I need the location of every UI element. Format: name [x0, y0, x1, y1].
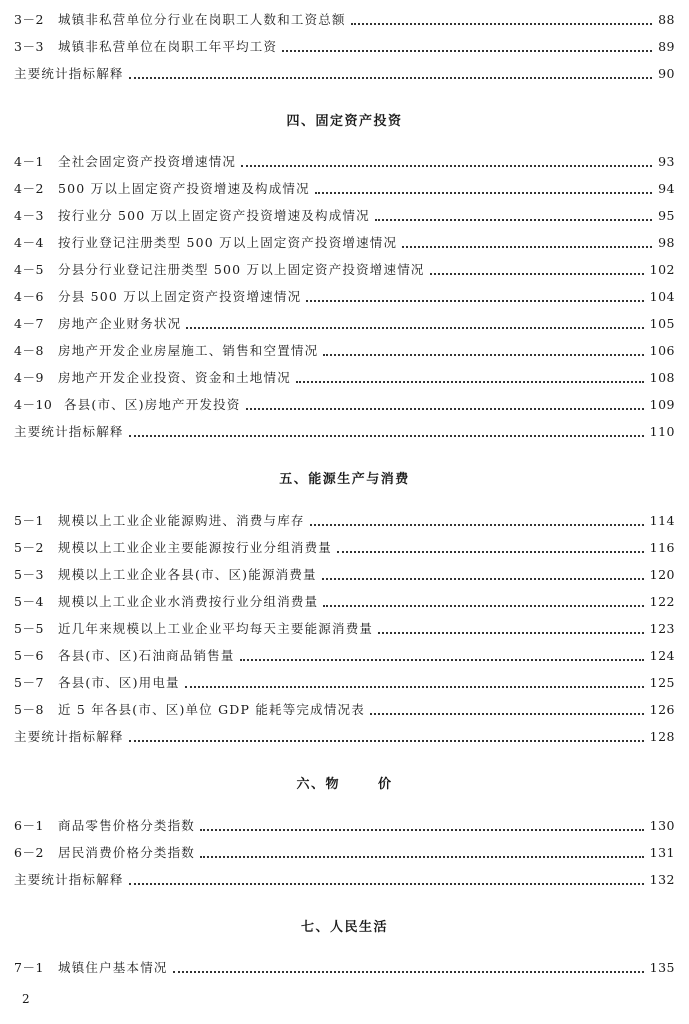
entry-number: 6－2: [14, 845, 44, 860]
toc-entry-5-1[interactable]: [14, 511, 675, 531]
entry-page: 108: [649, 370, 675, 385]
entry-number: 4－10: [14, 397, 53, 412]
entry-title: 规模以上工业企业主要能源按行业分组消费量: [58, 540, 333, 555]
entry-page: 130: [649, 818, 675, 833]
heading-part: 六、物: [296, 777, 340, 792]
entry-number: 4－1: [14, 154, 44, 169]
entry-title: 各县(市、区)房地产开发投资: [64, 397, 241, 412]
toc-entry-4-2[interactable]: [14, 179, 675, 199]
toc-entry-indicators-4[interactable]: [14, 422, 675, 442]
entry-number: 5－2: [14, 540, 44, 555]
entry-number: 4－4: [14, 235, 44, 250]
entry-title: 近几年来规模以上工业企业平均每天主要能源消费量: [58, 621, 374, 636]
entry-number: 4－7: [14, 316, 44, 331]
entry-title: 规模以上工业企业水消费按行业分组消费量: [58, 594, 319, 609]
entry-number: 3－3: [14, 39, 44, 54]
entry-title: 按行业分 500 万以上固定资产投资增速及构成情况: [58, 208, 370, 223]
dot-leader: [315, 191, 652, 194]
toc-entry-5-8[interactable]: [14, 700, 675, 720]
entry-number: 4－5: [14, 262, 44, 277]
entry-number: 4－6: [14, 289, 44, 304]
entry-title: 主要统计指标解释: [14, 66, 124, 81]
entry-title: 城镇非私营单位分行业在岗职工人数和工资总额: [58, 12, 346, 27]
entry-title: 全社会固定资产投资增速情况: [58, 154, 237, 169]
toc-entry-4-10[interactable]: [14, 395, 675, 415]
dot-leader: [129, 76, 652, 79]
entry-number: 6－1: [14, 818, 44, 833]
entry-page: 94: [658, 181, 675, 196]
entry-page: 88: [658, 12, 675, 27]
dot-leader: [430, 272, 644, 275]
entry-title: 居民消费价格分类指数: [58, 845, 196, 860]
toc-entry-4-3[interactable]: [14, 206, 675, 226]
dot-leader: [351, 22, 652, 25]
entry-number: 5－6: [14, 648, 44, 663]
entry-title: 城镇住户基本情况: [58, 960, 168, 975]
dot-leader: [378, 631, 644, 634]
entry-page: 90: [658, 66, 675, 81]
entry-number: 4－3: [14, 208, 44, 223]
entry-page: 120: [649, 567, 675, 582]
entry-page: 132: [649, 872, 675, 887]
dot-leader: [322, 577, 644, 580]
dot-leader: [129, 434, 644, 437]
entry-title: 规模以上工业企业各县(市、区)能源消费量: [58, 567, 317, 582]
toc-entry-4-1[interactable]: [14, 152, 675, 172]
entry-page: 105: [649, 316, 675, 331]
dot-leader: [402, 245, 652, 248]
entry-page: 104: [649, 289, 675, 304]
toc-entry-7-1[interactable]: [14, 958, 675, 978]
toc-entry-4-5[interactable]: [14, 260, 675, 280]
entry-number: 3－2: [14, 12, 44, 27]
toc-entry-4-6[interactable]: [14, 287, 675, 307]
dot-leader: [241, 164, 652, 167]
entry-title: 分县分行业登记注册类型 500 万以上固定资产投资增速情况: [58, 262, 425, 277]
toc-entry-5-4[interactable]: [14, 592, 675, 612]
toc-entry-indicators-5[interactable]: [14, 727, 675, 747]
toc-entry-4-8[interactable]: [14, 341, 675, 361]
toc-entry-6-2[interactable]: [14, 843, 675, 863]
entry-number: 5－1: [14, 513, 44, 528]
entry-title: 近 5 年各县(市、区)单位 GDP 能耗等完成情况表: [58, 702, 365, 717]
dot-leader: [375, 218, 652, 221]
entry-page: 106: [649, 343, 675, 358]
dot-leader: [370, 712, 644, 715]
entry-number: 5－3: [14, 567, 44, 582]
toc-entry-3-2[interactable]: [14, 10, 675, 30]
entry-page: 131: [649, 845, 675, 860]
entry-title: 房地产开发企业投资、资金和土地情况: [58, 370, 291, 385]
entry-number: 5－7: [14, 675, 44, 690]
toc-entry-5-2[interactable]: [14, 538, 675, 558]
entry-number: 4－9: [14, 370, 44, 385]
entry-title: 房地产企业财务状况: [58, 316, 182, 331]
entry-page: 123: [649, 621, 675, 636]
entry-page: 116: [649, 540, 675, 555]
entry-number: 4－8: [14, 343, 44, 358]
entry-title: 主要统计指标解释: [14, 424, 124, 439]
footer-page-number: 2: [22, 992, 30, 1006]
entry-title: 500 万以上固定资产投资增速及构成情况: [58, 181, 310, 196]
entry-title: 分县 500 万以上固定资产投资增速情况: [58, 289, 302, 304]
section-heading-5: 五、能源生产与消费: [279, 472, 410, 487]
toc-entry-3-3[interactable]: [14, 37, 675, 57]
entry-number: 4－2: [14, 181, 44, 196]
entry-page: 135: [649, 960, 675, 975]
entry-number: 5－8: [14, 702, 44, 717]
entry-title: 城镇非私营单位在岗职工年平均工资: [58, 39, 278, 54]
toc-entry-5-3[interactable]: [14, 565, 675, 585]
dot-leader: [186, 326, 643, 329]
dot-leader: [200, 855, 644, 858]
dot-leader: [323, 353, 643, 356]
entry-number: 5－4: [14, 594, 44, 609]
dot-leader: [337, 550, 644, 553]
entry-page: 124: [649, 648, 675, 663]
toc-entry-4-9[interactable]: [14, 368, 675, 388]
entry-page: 109: [649, 397, 675, 412]
entry-title: 规模以上工业企业能源购进、消费与库存: [58, 513, 305, 528]
entry-title: 房地产开发企业房屋施工、销售和空置情况: [58, 343, 319, 358]
dot-leader: [296, 380, 644, 383]
dot-leader: [240, 658, 644, 661]
entry-number: 7－1: [14, 960, 44, 975]
entry-page: 122: [649, 594, 675, 609]
toc-entry-6-1[interactable]: [14, 816, 675, 836]
entry-title: 各县(市、区)用电量: [58, 675, 180, 690]
section-heading-7: 七、人民生活: [300, 920, 388, 935]
entry-page: 110: [649, 424, 675, 439]
dot-leader: [246, 407, 644, 410]
entry-title: 商品零售价格分类指数: [58, 818, 196, 833]
section-heading-4: 四、固定资产投资: [286, 114, 403, 129]
dot-leader: [282, 49, 652, 52]
entry-title: 各县(市、区)石油商品销售量: [58, 648, 235, 663]
heading-part: 价: [378, 777, 393, 792]
entry-title: 主要统计指标解释: [14, 872, 124, 887]
entry-page: 95: [658, 208, 675, 223]
toc-entry-indicators-3[interactable]: [14, 64, 675, 84]
entry-page: 128: [649, 729, 675, 744]
dot-leader: [129, 739, 644, 742]
entry-page: 114: [649, 513, 675, 528]
dot-leader: [310, 523, 644, 526]
entry-title: 按行业登记注册类型 500 万以上固定资产投资增速情况: [58, 235, 398, 250]
toc-entry-4-7[interactable]: [14, 314, 675, 334]
section-heading-6: [0, 773, 689, 792]
entry-page: 102: [649, 262, 675, 277]
entry-number: 5－5: [14, 621, 44, 636]
toc-entry-4-4[interactable]: [14, 233, 675, 253]
dot-leader: [173, 970, 644, 973]
dot-leader: [185, 685, 644, 688]
entry-page: 126: [649, 702, 675, 717]
toc-entry-5-6[interactable]: [14, 646, 675, 666]
dot-leader: [323, 604, 643, 607]
dot-leader: [129, 882, 644, 885]
entry-page: 89: [658, 39, 675, 54]
toc-entry-indicators-6[interactable]: [14, 870, 675, 890]
dot-leader: [306, 299, 643, 302]
toc-entry-5-7[interactable]: [14, 673, 675, 693]
entry-title: 主要统计指标解释: [14, 729, 124, 744]
entry-page: 125: [649, 675, 675, 690]
dot-leader: [200, 828, 644, 831]
entry-page: 93: [658, 154, 675, 169]
entry-page: 98: [658, 235, 675, 250]
toc-entry-5-5[interactable]: [14, 619, 675, 639]
